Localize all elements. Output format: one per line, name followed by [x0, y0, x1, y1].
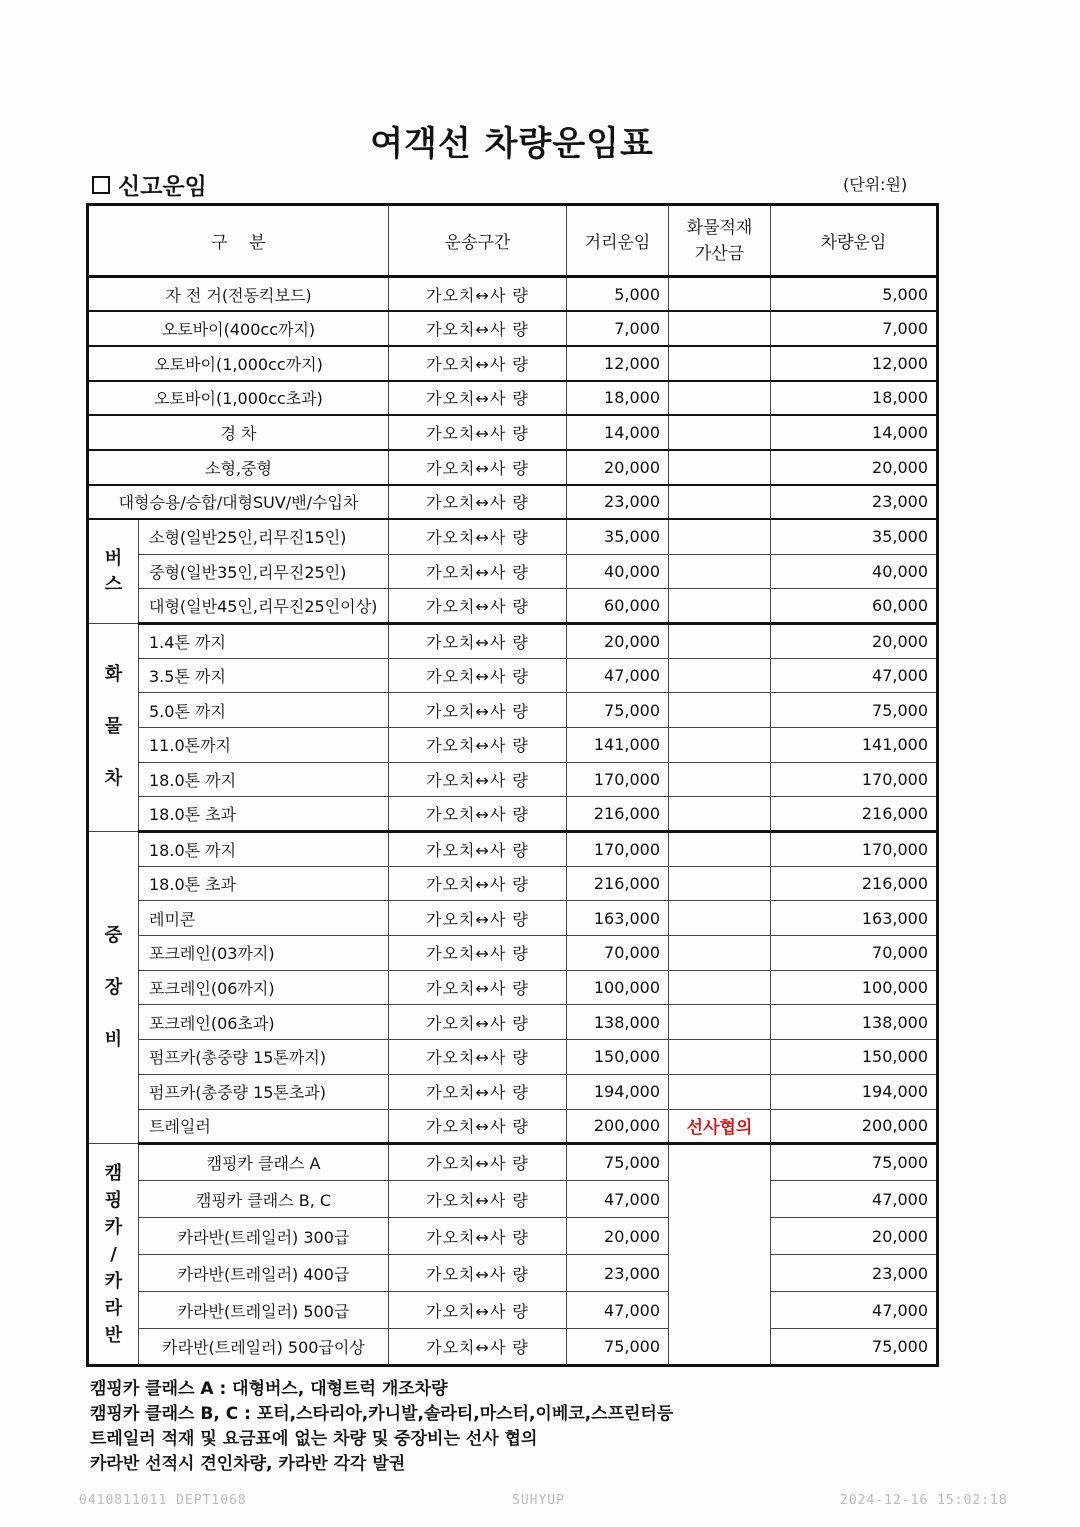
- table-row: [88, 381, 938, 416]
- vehicle-name: 18.0톤 까지: [139, 762, 389, 797]
- distance-fare-cell: 75,000: [567, 1329, 669, 1366]
- route-cell: 가오치↔사 량: [389, 277, 567, 312]
- cargo-surcharge-cell: [669, 415, 771, 450]
- table-row: [88, 1218, 938, 1255]
- vehicle-fare-cell: 47,000: [771, 1181, 938, 1218]
- route-cell: 가오치↔사 량: [389, 1329, 567, 1366]
- distance-fare-cell: 75,000: [567, 1144, 669, 1181]
- cargo-surcharge-cell: [669, 589, 771, 624]
- group-label-char: 카: [104, 1270, 123, 1292]
- single-rows: [88, 277, 938, 520]
- footer-right: 2024-12-16 15:02:18: [840, 1493, 1008, 1508]
- vehicle-name: 18.0톤 까지: [139, 832, 389, 867]
- table-row: [88, 832, 938, 867]
- header-category: 구 분: [88, 205, 389, 277]
- note-line: 트레일러 적재 및 요금표에 없는 차량 및 중장비는 선사 협의: [90, 1429, 538, 1449]
- vehicle-fare-cell: 70,000: [771, 936, 938, 971]
- cargo-surcharge-cell: [669, 936, 771, 971]
- route-cell: 가오치↔사 량: [389, 762, 567, 797]
- vehicle-name: 트레일러: [139, 1109, 389, 1144]
- header-route: 운송구간: [389, 205, 567, 277]
- cargo-surcharge-cell: [669, 554, 771, 589]
- checkbox-icon: [92, 176, 110, 194]
- group-label-char: 라: [104, 1297, 123, 1319]
- group-label-char: 캠: [104, 1162, 123, 1184]
- cargo-surcharge-cell: [669, 381, 771, 416]
- table-row: [88, 1329, 938, 1366]
- vehicle-fare-cell: 5,000: [771, 277, 938, 312]
- table-row: [88, 589, 938, 624]
- distance-fare-cell: 20,000: [567, 623, 669, 658]
- route-cell: 가오치↔사 량: [389, 1292, 567, 1329]
- cargo-surcharge-cell: 선사협의: [669, 1109, 771, 1144]
- vehicle-name: 펌프카(총중량 15톤까지): [139, 1040, 389, 1075]
- vehicle-name: 소형(일반25인,리무진15인): [139, 519, 389, 554]
- cargo-surcharge-cell: [669, 1005, 771, 1040]
- table-row: [88, 554, 938, 589]
- cargo-surcharge-cell: [669, 901, 771, 936]
- cargo-surcharge-cell: [669, 866, 771, 901]
- table-row: [88, 970, 938, 1005]
- vehicle-fare-cell: 138,000: [771, 1005, 938, 1040]
- table-row: [88, 450, 938, 485]
- distance-fare-cell: 14,000: [567, 415, 669, 450]
- cargo-surcharge-cell: [669, 970, 771, 1005]
- route-cell: 가오치↔사 량: [389, 970, 567, 1005]
- table-row: [88, 1074, 938, 1109]
- route-cell: 가오치↔사 량: [389, 797, 567, 832]
- route-cell: 가오치↔사 량: [389, 589, 567, 624]
- vehicle-fare-cell: 35,000: [771, 519, 938, 554]
- note-line: 캠핑카 클래스 B, C : 포터,스타리아,카니발,솔라티,마스터,이베코,스프린터등: [90, 1404, 674, 1424]
- table-row: [88, 311, 938, 346]
- cargo-surcharge-cell: [669, 1040, 771, 1075]
- group-label-char: /: [110, 1243, 117, 1265]
- vehicle-name: 레미콘: [139, 901, 389, 936]
- route-cell: 가오치↔사 량: [389, 519, 567, 554]
- vehicle-fare-cell: 7,000: [771, 311, 938, 346]
- group-label-char: 스: [104, 573, 123, 595]
- vehicle-name: 카라반(트레일러) 500급이상: [139, 1329, 389, 1366]
- table-row: [88, 901, 938, 936]
- vehicle-fare-cell: 170,000: [771, 762, 938, 797]
- vehicle-name: 18.0톤 초과: [139, 866, 389, 901]
- route-cell: 가오치↔사 량: [389, 1144, 567, 1181]
- group-label-char: 비: [104, 1028, 123, 1050]
- table-row: [88, 1005, 938, 1040]
- vehicle-fare-cell: 150,000: [771, 1040, 938, 1075]
- vehicle-fare-cell: 20,000: [771, 1218, 938, 1255]
- distance-fare-cell: 141,000: [567, 727, 669, 762]
- group-label: [88, 519, 139, 623]
- group-label-char: 핑: [104, 1189, 123, 1211]
- distance-fare-cell: 47,000: [567, 658, 669, 693]
- distance-fare-cell: 200,000: [567, 1109, 669, 1144]
- route-cell: 가오치↔사 량: [389, 311, 567, 346]
- vehicle-name: 자 전 거(전동킥보드): [88, 277, 389, 312]
- route-cell: 가오치↔사 량: [389, 450, 567, 485]
- group-label-char: 화: [104, 664, 123, 686]
- table-row: [88, 277, 938, 312]
- vehicle-fare-cell: 216,000: [771, 866, 938, 901]
- vehicle-fare-cell: 60,000: [771, 589, 938, 624]
- distance-fare-cell: 40,000: [567, 554, 669, 589]
- table-row: [88, 415, 938, 450]
- table-row: [88, 1040, 938, 1075]
- vehicle-name: 18.0톤 초과: [139, 797, 389, 832]
- distance-fare-cell: 70,000: [567, 936, 669, 971]
- note-line: 카라반 선적시 견인차량, 카라반 각각 발권: [90, 1454, 406, 1474]
- vehicle-fare-cell: 47,000: [771, 1292, 938, 1329]
- route-cell: 가오치↔사 량: [389, 554, 567, 589]
- vehicle-name: 5.0톤 까지: [139, 693, 389, 728]
- footer-center: SUHYUP: [512, 1493, 565, 1508]
- route-cell: 가오치↔사 량: [389, 901, 567, 936]
- distance-fare-cell: 163,000: [567, 901, 669, 936]
- vehicle-name: 카라반(트레일러) 400급: [139, 1255, 389, 1292]
- vehicle-name: 소형,중형: [88, 450, 389, 485]
- table-row: [88, 1109, 938, 1144]
- vehicle-fare-cell: 75,000: [771, 693, 938, 728]
- cargo-surcharge-cell: [669, 485, 771, 520]
- distance-fare-cell: 138,000: [567, 1005, 669, 1040]
- vehicle-fare-cell: 141,000: [771, 727, 938, 762]
- route-cell: 가오치↔사 량: [389, 1218, 567, 1255]
- vehicle-name: 1.4톤 까지: [139, 623, 389, 658]
- distance-fare-cell: 18,000: [567, 381, 669, 416]
- vehicle-name: 대형승용/승합/대형SUV/밴/수입차: [88, 485, 389, 520]
- header-cargo-surcharge-line1: 화물적재: [686, 217, 753, 238]
- section-heading: [92, 168, 207, 201]
- unit-label: (단위:원): [843, 175, 908, 194]
- group-label-char: 물: [104, 716, 123, 738]
- distance-fare-cell: 5,000: [567, 277, 669, 312]
- distance-fare-cell: 150,000: [567, 1040, 669, 1075]
- group-label-char: 장: [104, 976, 123, 998]
- cargo-surcharge-cell: [669, 727, 771, 762]
- group-label-char: 중: [104, 924, 123, 946]
- note-line: 캠핑카 클래스 A : 대형버스, 대형트럭 개조차량: [90, 1379, 448, 1399]
- cargo-surcharge-cell: [669, 623, 771, 658]
- group-label: [88, 832, 139, 1144]
- group-truck: [88, 623, 938, 831]
- distance-fare-cell: 75,000: [567, 693, 669, 728]
- group-bus: [88, 519, 938, 623]
- route-cell: 가오치↔사 량: [389, 866, 567, 901]
- route-cell: 가오치↔사 량: [389, 415, 567, 450]
- table-row: [88, 1292, 938, 1329]
- vehicle-name: 중형(일반35인,리무진25인): [139, 554, 389, 589]
- route-cell: 가오치↔사 량: [389, 1255, 567, 1292]
- vehicle-name: 캠핑카 클래스 B, C: [139, 1181, 389, 1218]
- vehicle-fare-cell: 216,000: [771, 797, 938, 832]
- route-cell: 가오치↔사 량: [389, 346, 567, 381]
- table-row: [88, 1255, 938, 1292]
- route-cell: 가오치↔사 량: [389, 936, 567, 971]
- vehicle-name: 오토바이(1,000cc까지): [88, 346, 389, 381]
- route-cell: 가오치↔사 량: [389, 832, 567, 867]
- table-row: [88, 658, 938, 693]
- vehicle-fare-cell: 100,000: [771, 970, 938, 1005]
- table-row: [88, 1144, 938, 1181]
- cargo-surcharge-cell: [669, 277, 771, 312]
- vehicle-fare-cell: 12,000: [771, 346, 938, 381]
- header-cargo-surcharge-line2: 가산금: [694, 243, 745, 264]
- vehicle-name: 3.5톤 까지: [139, 658, 389, 693]
- distance-fare-cell: 60,000: [567, 589, 669, 624]
- vehicle-fare-cell: 20,000: [771, 450, 938, 485]
- section-title: 신고운임: [118, 174, 207, 200]
- vehicle-fare-cell: 75,000: [771, 1329, 938, 1366]
- distance-fare-cell: 35,000: [567, 519, 669, 554]
- footer-left: 0410811011 DEPT1068: [79, 1493, 247, 1508]
- table-row: [88, 346, 938, 381]
- table-row: [88, 727, 938, 762]
- distance-fare-cell: 23,000: [567, 1255, 669, 1292]
- distance-fare-cell: 7,000: [567, 311, 669, 346]
- vehicle-fare-cell: 40,000: [771, 554, 938, 589]
- group-label-char: 카: [104, 1216, 123, 1238]
- table-row: [88, 936, 938, 971]
- vehicle-name: 카라반(트레일러) 500급: [139, 1292, 389, 1329]
- table-row: [88, 693, 938, 728]
- cargo-surcharge-cell: [669, 311, 771, 346]
- route-cell: 가오치↔사 량: [389, 1181, 567, 1218]
- page-title: 여객선 차량운임표: [370, 124, 654, 164]
- header-distance-fare: 거리운임: [567, 205, 669, 277]
- vehicle-name: 오토바이(400cc까지): [88, 311, 389, 346]
- group-heavy-equipment: [88, 832, 938, 1144]
- cargo-surcharge-cell: [669, 832, 771, 867]
- vehicle-fare-cell: 20,000: [771, 623, 938, 658]
- group-label-char: 반: [104, 1324, 123, 1346]
- route-cell: 가오치↔사 량: [389, 658, 567, 693]
- distance-fare-cell: 170,000: [567, 762, 669, 797]
- table-row: [88, 519, 938, 554]
- distance-fare-cell: 216,000: [567, 866, 669, 901]
- distance-fare-cell: 20,000: [567, 450, 669, 485]
- table-row: [88, 485, 938, 520]
- vehicle-name: 카라반(트레일러) 300급: [139, 1218, 389, 1255]
- distance-fare-cell: 47,000: [567, 1292, 669, 1329]
- cargo-surcharge-cell: [669, 693, 771, 728]
- vehicle-fare-cell: 23,000: [771, 1255, 938, 1292]
- distance-fare-cell: 12,000: [567, 346, 669, 381]
- vehicle-fare-cell: 200,000: [771, 1109, 938, 1144]
- vehicle-name: 11.0톤까지: [139, 727, 389, 762]
- cargo-surcharge-cell: [669, 797, 771, 832]
- vehicle-fare-cell: 163,000: [771, 901, 938, 936]
- distance-fare-cell: 100,000: [567, 970, 669, 1005]
- vehicle-name: 포크레인(06까지): [139, 970, 389, 1005]
- cargo-surcharge-cell: [669, 450, 771, 485]
- cargo-surcharge-cell: [669, 346, 771, 381]
- vehicle-fare-cell: 18,000: [771, 381, 938, 416]
- group-label-char: 버: [104, 547, 123, 569]
- group-camping: [88, 1144, 938, 1366]
- route-cell: 가오치↔사 량: [389, 623, 567, 658]
- table-header-row: [88, 205, 938, 277]
- vehicle-fare-cell: 47,000: [771, 658, 938, 693]
- vehicle-name: 캠핑카 클래스 A: [139, 1144, 389, 1181]
- route-cell: 가오치↔사 량: [389, 1040, 567, 1075]
- distance-fare-cell: 47,000: [567, 1181, 669, 1218]
- distance-fare-cell: 23,000: [567, 485, 669, 520]
- group-label: [88, 623, 139, 831]
- table-row: [88, 762, 938, 797]
- group-label: [88, 1144, 139, 1366]
- cargo-surcharge-cell: [669, 1074, 771, 1109]
- cargo-surcharge-cell: [669, 1144, 771, 1366]
- vehicle-name: 포크레인(03까지): [139, 936, 389, 971]
- route-cell: 가오치↔사 량: [389, 1005, 567, 1040]
- vehicle-fare-cell: 14,000: [771, 415, 938, 450]
- route-cell: 가오치↔사 량: [389, 1109, 567, 1144]
- vehicle-name: 경 차: [88, 415, 389, 450]
- route-cell: 가오치↔사 량: [389, 381, 567, 416]
- vehicle-fare-cell: 170,000: [771, 832, 938, 867]
- header-vehicle-fare: 차량운임: [771, 205, 938, 277]
- route-cell: 가오치↔사 량: [389, 485, 567, 520]
- header-cargo-surcharge: [669, 205, 771, 277]
- notes: [90, 1377, 673, 1477]
- route-cell: 가오치↔사 량: [389, 727, 567, 762]
- distance-fare-cell: 170,000: [567, 832, 669, 867]
- route-cell: 가오치↔사 량: [389, 693, 567, 728]
- table-row: [88, 623, 938, 658]
- vehicle-name: 펌프카(총중량 15톤초과): [139, 1074, 389, 1109]
- cargo-surcharge-cell: [669, 762, 771, 797]
- distance-fare-cell: 20,000: [567, 1218, 669, 1255]
- cargo-surcharge-cell: [669, 658, 771, 693]
- table-row: [88, 1181, 938, 1218]
- vehicle-name: 포크레인(06초과): [139, 1005, 389, 1040]
- vehicle-fare-cell: 194,000: [771, 1074, 938, 1109]
- fare-table: [86, 203, 939, 1367]
- vehicle-fare-cell: 23,000: [771, 485, 938, 520]
- group-label-char: 차: [104, 768, 123, 790]
- table-row: [88, 866, 938, 901]
- route-cell: 가오치↔사 량: [389, 1074, 567, 1109]
- vehicle-fare-cell: 75,000: [771, 1144, 938, 1181]
- vehicle-name: 오토바이(1,000cc초과): [88, 381, 389, 416]
- cargo-surcharge-cell: [669, 519, 771, 554]
- vehicle-name: 대형(일반45인,리무진25인이상): [139, 589, 389, 624]
- distance-fare-cell: 194,000: [567, 1074, 669, 1109]
- distance-fare-cell: 216,000: [567, 797, 669, 832]
- table-row: [88, 797, 938, 832]
